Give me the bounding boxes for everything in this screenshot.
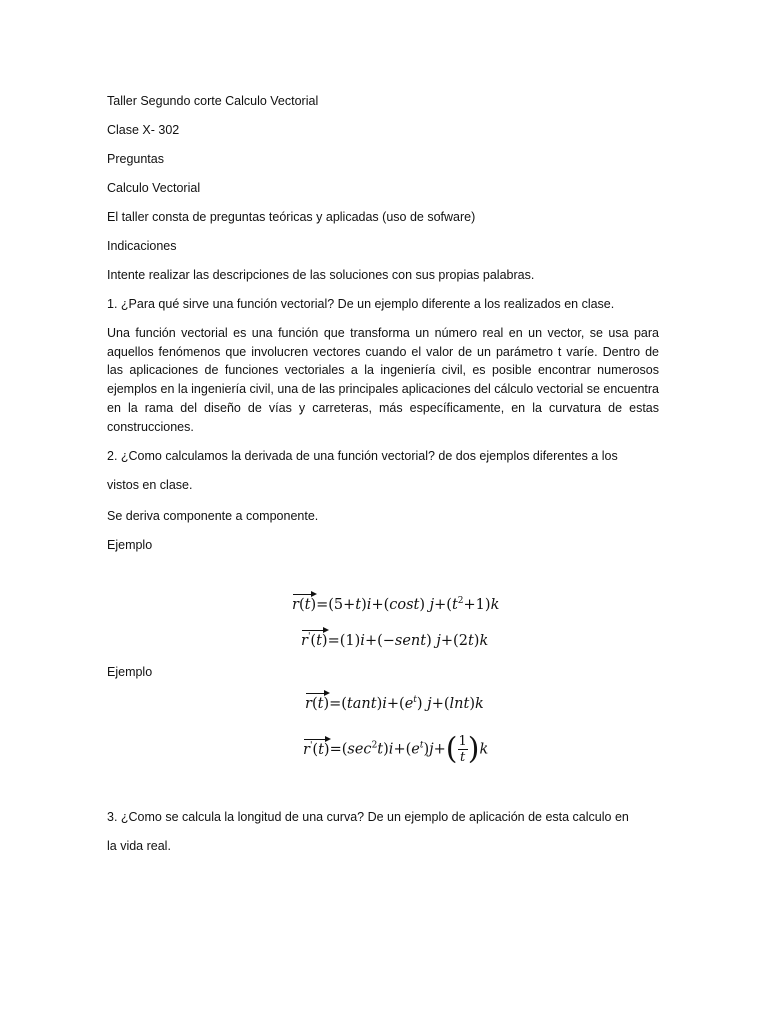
class-label: Clase X- 302 bbox=[107, 123, 180, 137]
answer-2: Se deriva componente a componente. bbox=[107, 509, 319, 523]
instructions-heading: Indicaciones bbox=[107, 239, 177, 253]
answer-1-line: en la rama del diseño de vías y carreteras, más específicamente, en la curvatura de estas bbox=[107, 400, 659, 415]
question-2-line-2: vistos en clase. bbox=[107, 478, 193, 492]
question-1: 1. ¿Para qué sirve una función vectorial? De un ejemplo diferente a los realizados en clase. bbox=[107, 297, 615, 311]
answer-1-line: las aplicaciones de funciones vectoriales a la ingeniería civil, es posible encontrar numerosos bbox=[107, 363, 659, 378]
answer-1-line: aquellos fenómenos que involucren vectores cuando el valor de un parámetro t varíe. Dentro de bbox=[107, 344, 659, 359]
questions-heading: Preguntas bbox=[107, 152, 164, 166]
question-3-line-2: la vida real. bbox=[107, 839, 171, 853]
equation-1: r(t)=(5+t)i+(cost) $j+(t^2+1)k$ bbox=[292, 596, 500, 613]
equation-2: $r(t)=(\tan t)i+(e^t)$ j+(lnt)k bbox=[305, 695, 484, 712]
subject-label: Calculo Vectorial bbox=[107, 181, 201, 195]
example-1-label: Ejemplo bbox=[107, 538, 153, 552]
workshop-description: El taller consta de preguntas teóricas y aplicadas (uso de sofware) bbox=[107, 210, 476, 224]
answer-1-line: Una función vectorial es una función que transforma un número real en un vector, se usa para bbox=[107, 326, 659, 340]
answer-1-line: construcciones. bbox=[107, 419, 194, 434]
example-2-label: Ejemplo bbox=[107, 665, 153, 679]
instructions-text: Intente realizar las descripciones de las soluciones con sus propias palabras. bbox=[107, 268, 535, 282]
answer-1 bbox=[107, 324, 659, 436]
equation-2-derivative: $r'(t)=(\sec^2t)i+(e^t)j+$( $\frac{1}{t}$ )k bbox=[303, 731, 489, 767]
document-title: Taller Segundo corte Calculo Vectorial bbox=[107, 94, 319, 108]
answer-1-line: ejemplos en la ingeniería civil, una de las principales aplicaciones del cálculo vectorial se encuentra bbox=[107, 382, 659, 397]
equation-1-derivative: r'(t)=(1)i+(−sent) j+(2t)k bbox=[301, 632, 489, 649]
question-3-line-1: 3. ¿Como se calcula la longitud de una curva? De un ejemplo de aplicación de esta calculo en bbox=[107, 810, 629, 824]
question-2-line-1: 2. ¿Como calculamos la derivada de una función vectorial? de dos ejemplos diferentes a los bbox=[107, 449, 618, 463]
